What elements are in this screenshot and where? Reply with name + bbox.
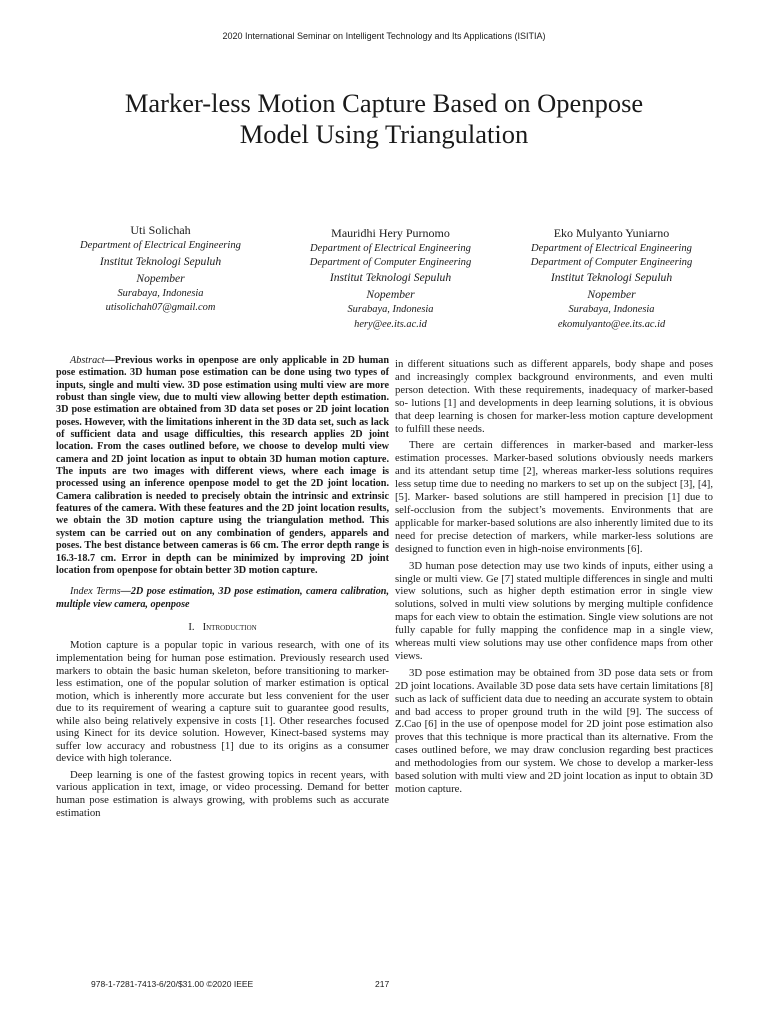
- paper-title: [40, 88, 728, 150]
- body-paragraph: 3D pose estimation may be obtained from 3D pose data sets or from 2D joint locations. Available 3D pose data sets have certain limitations [8] such as lack of sufficient data due to needing an accurate system to obtain and bad access to proper ground truth in the wild [9]. The success of Z.Cao [6] in the use of openpose model for 2D joint pose estimation also proves that this technique is more practical than its alternative. From the cases outlined before, we may draw conclusion regarding best practices and methodologies from our system. We chose to develop a marker-less based solution with multi view and 2D joint location as input to obtain 3D motion capture.: [395, 666, 713, 795]
- index-terms: [56, 586, 389, 611]
- author-institution: Institut Teknologi Sepuluh: [550, 271, 673, 284]
- author-name: Uti Solichah: [130, 223, 191, 237]
- index-terms-text: —2D pose estimation, 3D pose estimation, camera calibration, multiple view camera, openpose: [56, 586, 389, 610]
- right-column: [395, 358, 713, 796]
- left-column: [56, 355, 389, 819]
- body-paragraph: 3D human pose detection may use two kinds of inputs, either using a single or multi view. Ge [7] stated multiple differences in single and multi view solutions, such as higher depth estimation error in single view solutions, solved in multi view solutions by merging multiple confidence maps for each view to obtain the estimation. Single view solutions are not fully capable for fully mapping the confidence map in a single view, whereas multi view solutions may use other confidence maps from other views.: [395, 559, 713, 662]
- section-title: Introduction: [202, 620, 257, 633]
- author-name: Eko Mulyanto Yuniarno: [553, 226, 670, 240]
- abstract-label: Abstract: [70, 355, 105, 366]
- abstract: [56, 355, 389, 577]
- author-department-2: Department of Computer Engineering: [309, 256, 472, 268]
- author-department: Department of Electrical Engineering: [531, 243, 692, 254]
- author-1: [48, 222, 273, 316]
- abstract-text: —Previous works in openpose are only applicable in 2D human pose estimation. 3D human pose estimation can be done using two types of inputs, single and multi view. 3D pose estimation using multi view are more robust than single view, due to multi view allowing better depth estimation. 3D pose estimation are obtained from 3D data set poses or 2D joint location poses. However, with the limitations inherent in the 3D data set, such as lack of sufficient data and usage difficulties, this research applies 2D joint location. From the cases outlined before, we choose to develop multi view camera and 2D joint location as input to obtain 3D human motion capture. The inputs are two images with different views, where each image is processed using an inference openpose model to get the 2D joint location. Camera calibration is needed to precisely obtain the intrinsic and extrinsic features of the camera. With these features and the 2D joint location results, we obtain the 3D motion capture using the triangulation method. This system can be carried out on any combination of genders, apparels and poses. The best distance between cameras is 66 cm. The error depth range is 16.3-18.7 cm. Error in depth can be minimized by improving 2D joint location from openpose for obtain better 3D motion capture.: [56, 355, 389, 576]
- author-department: Department of Electrical Engineering: [80, 240, 241, 251]
- author-email: ekomulyanto@ee.its.ac.id: [557, 318, 666, 330]
- page-number: 217: [375, 979, 390, 989]
- body-paragraph: Motion capture is a popular topic in various research, with one of its implementation being for human pose estimation. Previously research used markers to obtain the basic human skeleton, before transitioning to marker-less estimation, one of the popular solution of marker estimation is optical motion, which is inherently more accurate but less convenient for the user due to its requirement of wearing a capture suit to guarantee good results, while also being relatively expensive in costs [1]. Other researches focused using Kinect for its device solution. However, Kinect-based systems may suffer low accuracy and robustness [1] due to its origins as a consumer device with high tolerance.: [56, 639, 389, 765]
- author-city: Surabaya, Indonesia: [347, 304, 434, 315]
- section-number: I.: [188, 620, 195, 633]
- author-2: [278, 225, 503, 332]
- author-email: hery@ee.its.ac.id: [354, 318, 427, 330]
- author-3: [499, 225, 724, 332]
- index-terms-label: Index Terms: [70, 586, 121, 598]
- author-institution: Institut Teknologi Sepuluh: [99, 254, 222, 268]
- body-paragraph: Deep learning is one of the fastest growing topics in recent years, with various application in text, image, or video processing. Demand for better human pose estimation is always growing, with problems such as accurate estimation: [56, 768, 389, 819]
- title-line-2: Model Using Triangulation: [239, 119, 529, 149]
- copyright-footer: 978-1-7281-7413-6/20/$31.00 ©2020 IEEE: [91, 979, 254, 989]
- section-heading: [56, 621, 389, 634]
- author-institution-cont: Nopember: [366, 288, 415, 301]
- conference-header: 2020 International Seminar on Intelligent Technology and Its Applications (ISITIA): [222, 31, 546, 41]
- author-city: Surabaya, Indonesia: [568, 304, 655, 315]
- author-department: Department of Electrical Engineering: [310, 243, 471, 254]
- author-department-2: Department of Computer Engineering: [530, 256, 693, 268]
- body-paragraph: There are certain differences in marker-based and marker-less estimation processes. Marker-based solutions obviously needs markers and its attendant setup time [2], whereas marker-less solutions requires less setup time due to needing no markers to set up on the subject [3], [4], [5]. Marker- based solutions are still hampered in precision [1] due to self-occlusion from the subject’s movements. Environments that are applicable for marker-based solutions are also inherently limited due to its need for precise detection of markers, while marker-less solutions are designed to function even in high-noise environments [6].: [395, 439, 713, 555]
- author-institution-cont: Nopember: [587, 288, 636, 301]
- author-institution-cont: Nopember: [136, 271, 185, 285]
- title-line-1: Marker-less Motion Capture Based on Openpose: [124, 88, 644, 118]
- author-city: Surabaya, Indonesia: [117, 287, 204, 299]
- author-institution: Institut Teknologi Sepuluh: [329, 271, 452, 284]
- author-email: utisolichah07@gmail.com: [105, 302, 216, 313]
- author-name: Mauridhi Hery Purnomo: [331, 226, 450, 240]
- body-paragraph: in different situations such as different apparels, body shape and poses and increasingly complex background environments, and even multi person detection. With these requirements, inadequacy of marker-based so- lutions [1] and developments in deep learning solutions, it is obvious that deep learning is chosen for marker-less motion capture development to fulfill these needs.: [395, 358, 713, 435]
